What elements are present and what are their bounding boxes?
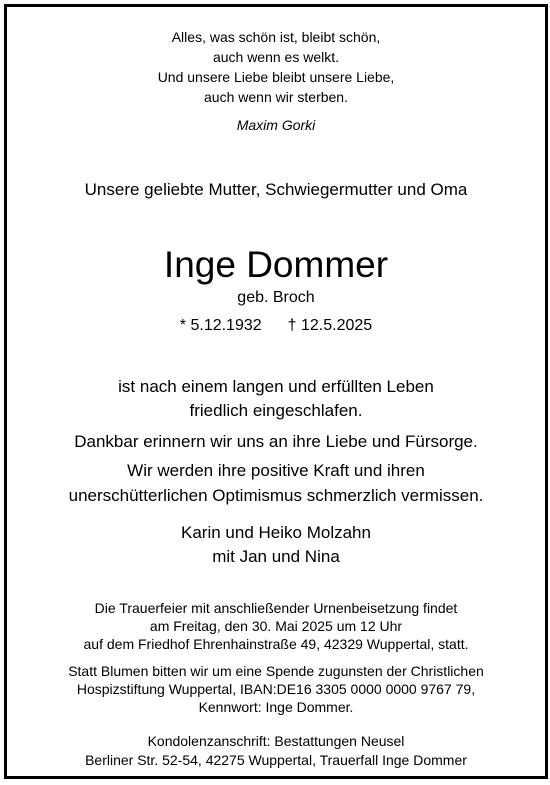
family-line: mit Jan und Nina [212,547,340,566]
funeral-line: am Freitag, den 30. Mai 2025 um 12 Uhr [149,618,403,634]
maiden-name-text: geb. Broch [237,289,315,306]
funeral-line: auf dem Friedhof Ehrenhainstraße 49, 42329 Wuppertal, statt. [83,636,469,652]
thanks-text [7,430,545,454]
family-signature [7,521,545,569]
funeral-line: Die Trauerfeier mit anschließender Urnenbeisetzung findet [94,600,458,616]
poem-line: auch wenn es welkt. [212,49,340,65]
death-date: † 12.5.2025 [287,317,373,334]
funeral-details [7,599,545,653]
poem-quote [7,27,545,107]
life-dates [7,315,545,337]
poem-line: Alles, was schön ist, bleibt schön, [171,29,381,45]
donation-line: Kennwort: Inge Dommer. [198,699,354,715]
donation-line: Hospizstiftung Wuppertal, IBAN:DE16 3305 0000 0000 9767 79, [76,681,476,697]
obituary-frame [4,4,548,779]
poem-author [7,115,545,135]
passing-text [7,375,545,423]
life-dates-line [7,315,545,337]
deceased-name [7,243,545,287]
miss-text [7,458,545,508]
passing-line: friedlich eingeschlafen. [189,401,363,420]
condolence-address [7,732,545,770]
poem-line: Und unsere Liebe bleibt unsere Liebe, [157,69,395,85]
donation-request [7,662,545,716]
deceased-name-text: Inge Dommer [163,244,389,285]
donation-line: Statt Blumen bitten wir um eine Spende zugunsten der Christlichen [68,663,484,679]
condolence-line: Berliner Str. 52-54, 42275 Wuppertal, Trauerfall Inge Dommer [85,752,467,768]
condolence-line: Kondolenzanschrift: Bestattungen Neusel [147,733,405,749]
passing-line: ist nach einem langen und erfüllten Leben [118,377,434,396]
intro-text [7,178,545,202]
poem-author-text: Maxim Gorki [236,117,316,133]
poem-line: auch wenn wir sterben. [204,89,348,105]
maiden-name [7,287,545,309]
miss-line: unerschütterlichen Optimismus schmerzlich vermissen. [68,486,484,505]
miss-line: Wir werden ihre positive Kraft und ihren [127,461,425,480]
birth-date: * 5.12.1932 [179,317,262,334]
thanks-line: Dankbar erinnern wir uns an ihre Liebe und Fürsorge. [74,432,478,451]
intro-line: Unsere geliebte Mutter, Schwiegermutter und Oma [84,180,468,199]
family-line: Karin und Heiko Molzahn [181,523,371,542]
